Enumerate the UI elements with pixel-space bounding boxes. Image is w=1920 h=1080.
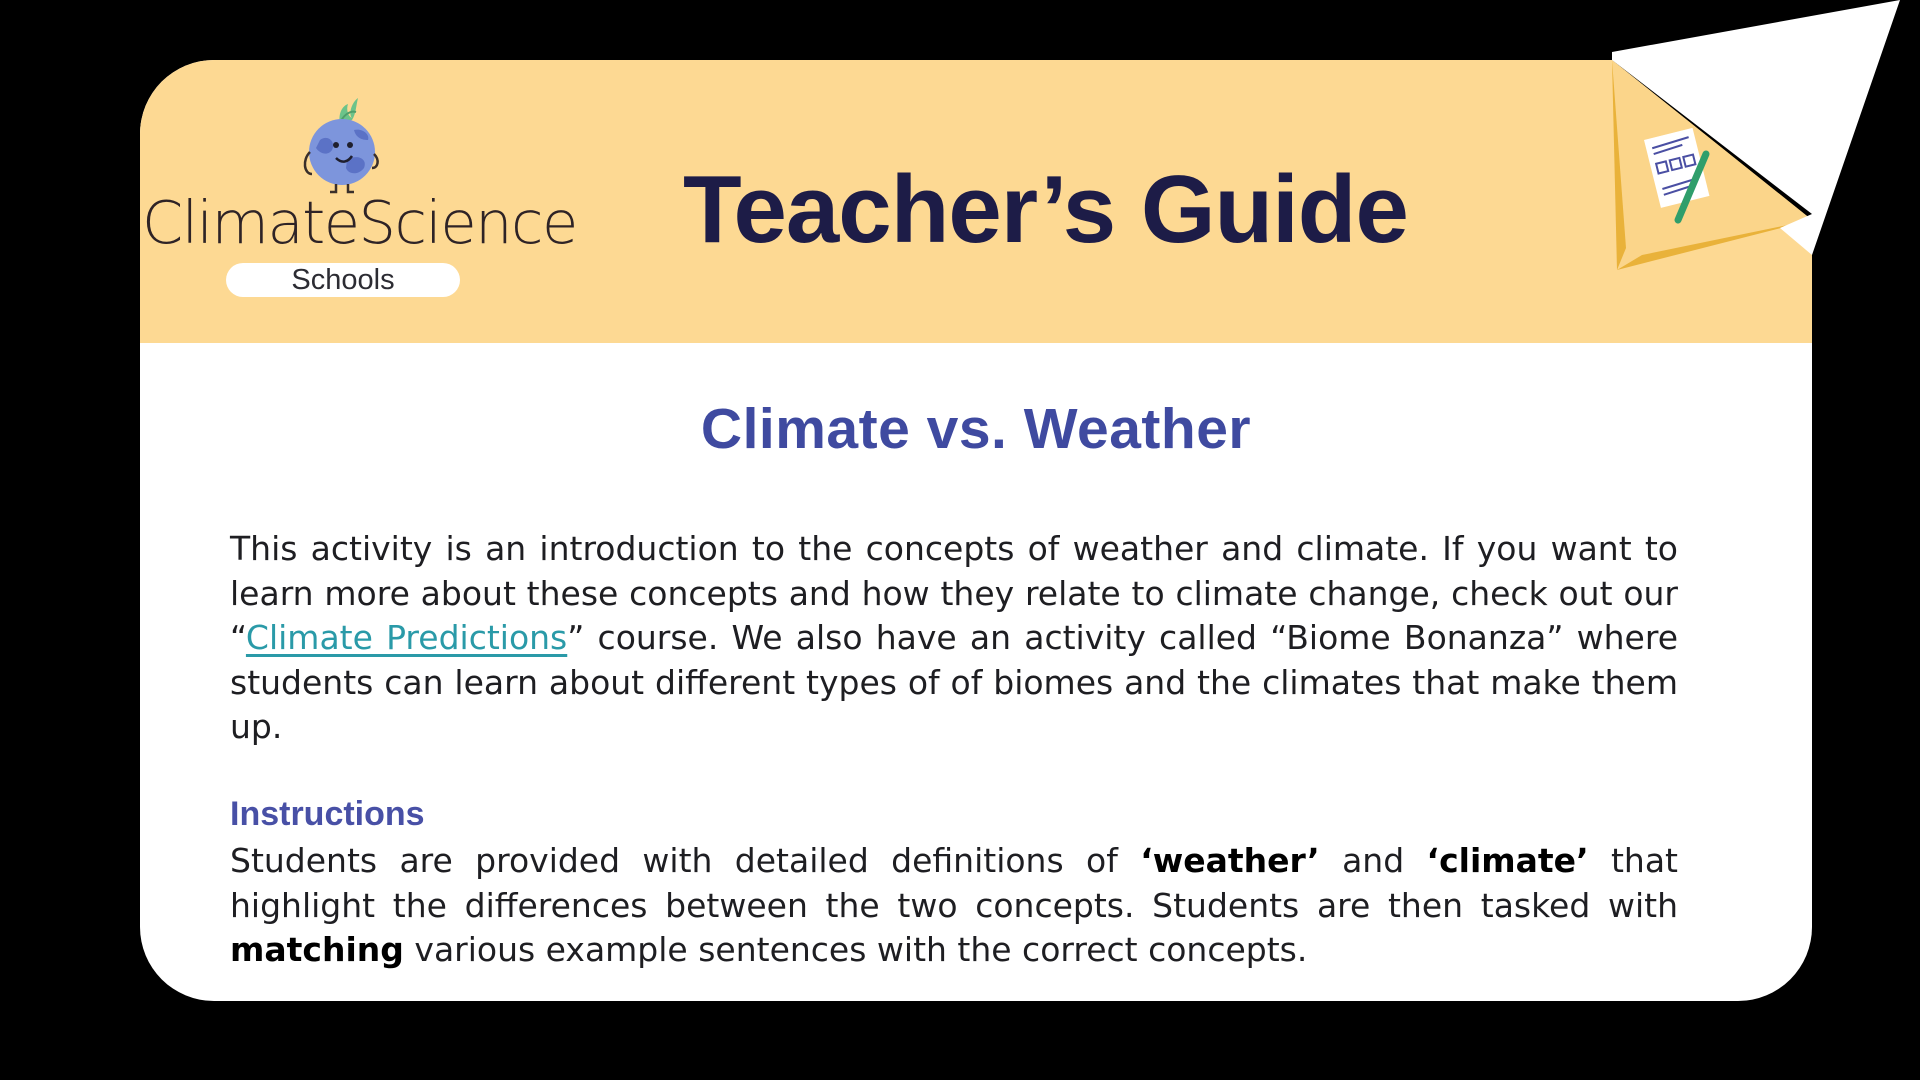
header-banner — [140, 60, 1812, 343]
weather-term: ‘weather’ — [1140, 841, 1320, 880]
instructions-text: that highlight the differences between the two concepts. Students are then tasked with — [230, 841, 1678, 925]
climatescience-logo — [140, 60, 577, 343]
activity-title: Climate vs. Weather — [700, 397, 1252, 461]
intro-text-continued: ” course. We also have an activity called “Biome Bonanza” where students can learn about different types of of biomes and the climates that make them up. — [230, 618, 1679, 746]
climate-term: ‘climate’ — [1426, 841, 1589, 880]
page-title: Teacher’s Guide — [683, 156, 1408, 263]
intro-paragraph — [230, 527, 1678, 750]
teacher-guide-card — [140, 60, 1812, 1001]
instructions-text: Students are provided with detailed definitions of — [230, 841, 1141, 880]
brand-name: ClimateScience — [142, 188, 577, 257]
matching-term: matching — [230, 930, 404, 969]
globe-mascot-icon — [292, 90, 392, 195]
instructions-paragraph — [230, 839, 1678, 973]
worksheet-pencil-icon — [1612, 60, 1812, 350]
climate-predictions-link[interactable]: Climate Predictions — [245, 618, 568, 657]
instructions-heading: Instructions — [230, 795, 425, 833]
instructions-text: various example sentences with the correct concepts. — [403, 930, 1308, 969]
instructions-text: and — [1319, 841, 1427, 880]
intro-text: This activity is an introduction to the concepts of weather and climate. If you want to learn more about these concepts and how they relate to climate change, check out our “ — [230, 529, 1678, 657]
schools-badge: Schools — [226, 263, 460, 297]
